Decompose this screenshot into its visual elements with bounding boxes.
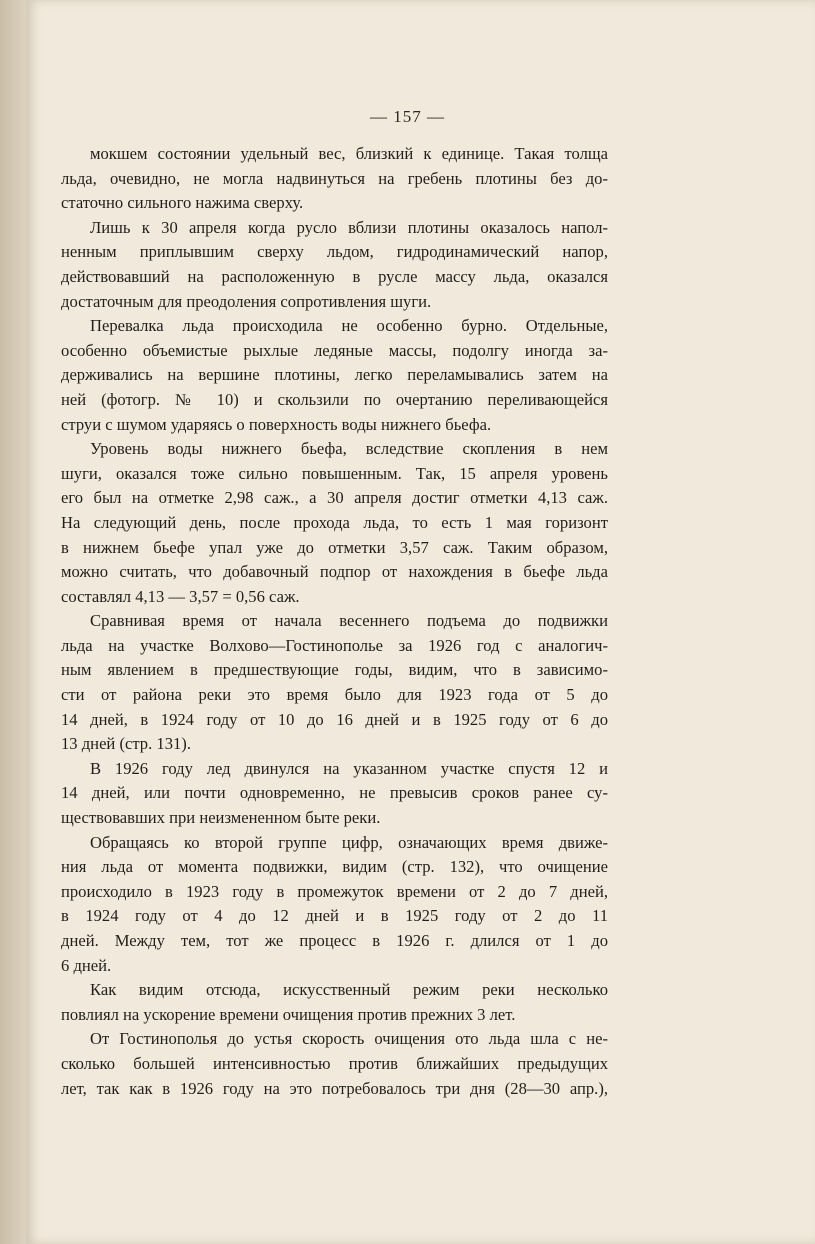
text-line: повлиял на ускорение времени очищения против прежних 3 лет. bbox=[61, 1004, 516, 1024]
text-line: ным явлением в предшествующие годы, видим, что в зависимо- bbox=[61, 660, 608, 680]
text-line: достаточным для преодоления сопротивления шуги. bbox=[61, 291, 432, 311]
text-line: струи с шумом ударяясь о поверхность воды нижнего бьефа. bbox=[61, 414, 492, 434]
text-line: лет, так как в 1926 году на это потребовалось три дня (28—30 апр.), bbox=[61, 1078, 608, 1098]
text-line: Перевалка льда происходила не особенно бурно. Отдельные, bbox=[90, 316, 608, 336]
text-line: можно считать, что добавочный подпор от нахождения в бьефе льда bbox=[61, 562, 608, 582]
paragraph bbox=[61, 142, 608, 216]
text-line: От Гостинополья до устья скорость очищения ото льда шла с не- bbox=[90, 1029, 608, 1049]
text-line: 13 дней (стр. 131). bbox=[61, 734, 191, 754]
text-line: действовавший на расположенную в русле массу льда, оказался bbox=[61, 266, 608, 286]
paragraph bbox=[61, 216, 608, 314]
text-line: 6 дней. bbox=[61, 955, 112, 975]
text-line: в нижнем бьефе упал уже до отметки 3,57 саж. Таким образом, bbox=[61, 537, 608, 557]
text-line: особенно объемистые рыхлые ледяные массы, подолгу иногда за- bbox=[61, 340, 608, 360]
text-line: ней (фотогр. № 10) и скользили по очертанию переливающейся bbox=[61, 389, 608, 409]
page-binding-edge bbox=[0, 0, 26, 1244]
page-number: — 157 — bbox=[370, 107, 445, 126]
text-line: статочно сильного нажима сверху. bbox=[61, 193, 304, 213]
text-line: Как видим отсюда, искусственный режим реки несколько bbox=[90, 980, 608, 1000]
paragraph bbox=[61, 314, 608, 437]
text-line: сти от района реки это время было для 1923 года от 5 до bbox=[61, 685, 608, 705]
text-line: Сравнивая время от начала весеннего подъема до подвижки bbox=[90, 611, 608, 631]
text-line: Обращаясь ко второй группе цифр, означающих время движе- bbox=[90, 832, 608, 852]
text-line: льда на участке Волхово—Гостинополье за 1926 год с аналогич- bbox=[61, 635, 608, 655]
text-line: дней. Между тем, тот же процесс в 1926 г. длился от 1 до bbox=[61, 931, 608, 950]
paragraph bbox=[61, 1027, 608, 1101]
text-line: в 1924 году от 4 до 12 дней и в 1925 году от 2 до 11 bbox=[61, 906, 608, 926]
text-line: составлял 4,13 — 3,57 = 0,56 саж. bbox=[61, 586, 300, 606]
text-line: Уровень воды нижнего бьефа, вследствие скопления в нем bbox=[90, 439, 608, 459]
text-line: В 1926 году лед двинулся на указанном участке спустя 12 и bbox=[90, 758, 608, 778]
text-line: ненным приплывшим сверху льдом, гидродинамический напор, bbox=[61, 242, 608, 262]
text-line: 14 дней, в 1924 году от 10 до 16 дней и в 1925 году от 6 до bbox=[61, 709, 608, 729]
text-line: ния льда от момента подвижки, видим (стр. 132), что очищение bbox=[61, 857, 608, 877]
text-line: ществовавших при неизмененном быте реки. bbox=[61, 808, 381, 828]
text-line: На следующий день, после прохода льда, то есть 1 мая горизонт bbox=[61, 512, 608, 532]
paragraph bbox=[61, 609, 608, 757]
paragraph bbox=[61, 757, 608, 831]
body-text bbox=[61, 142, 608, 1101]
paragraph bbox=[61, 437, 608, 609]
text-line: льда, очевидно, не могла надвинуться на гребень плотины без до- bbox=[61, 168, 608, 188]
text-line: Лишь к 30 апреля когда русло вблизи плотины оказалось напол- bbox=[90, 217, 608, 237]
text-line: держивались на вершине плотины, легко переламывались затем на bbox=[61, 365, 608, 385]
paragraph bbox=[61, 831, 608, 979]
text-line: его был на отметке 2,98 саж., а 30 апреля достиг отметки 4,13 саж. bbox=[61, 488, 608, 508]
text-line: 14 дней, или почти одновременно, не превысив сроков ранее су- bbox=[61, 783, 608, 803]
text-line: шуги, оказался тоже сильно повышенным. Так, 15 апреля уровень bbox=[61, 463, 608, 483]
text-line: сколько большей интенсивностью против ближайших предыдущих bbox=[61, 1053, 608, 1073]
paragraph bbox=[61, 978, 608, 1027]
text-line: мокшем состоянии удельный вес, близкий к единице. Такая толща bbox=[90, 144, 608, 163]
text-line: происходило в 1923 году в промежуток времени от 2 до 7 дней, bbox=[61, 881, 608, 901]
